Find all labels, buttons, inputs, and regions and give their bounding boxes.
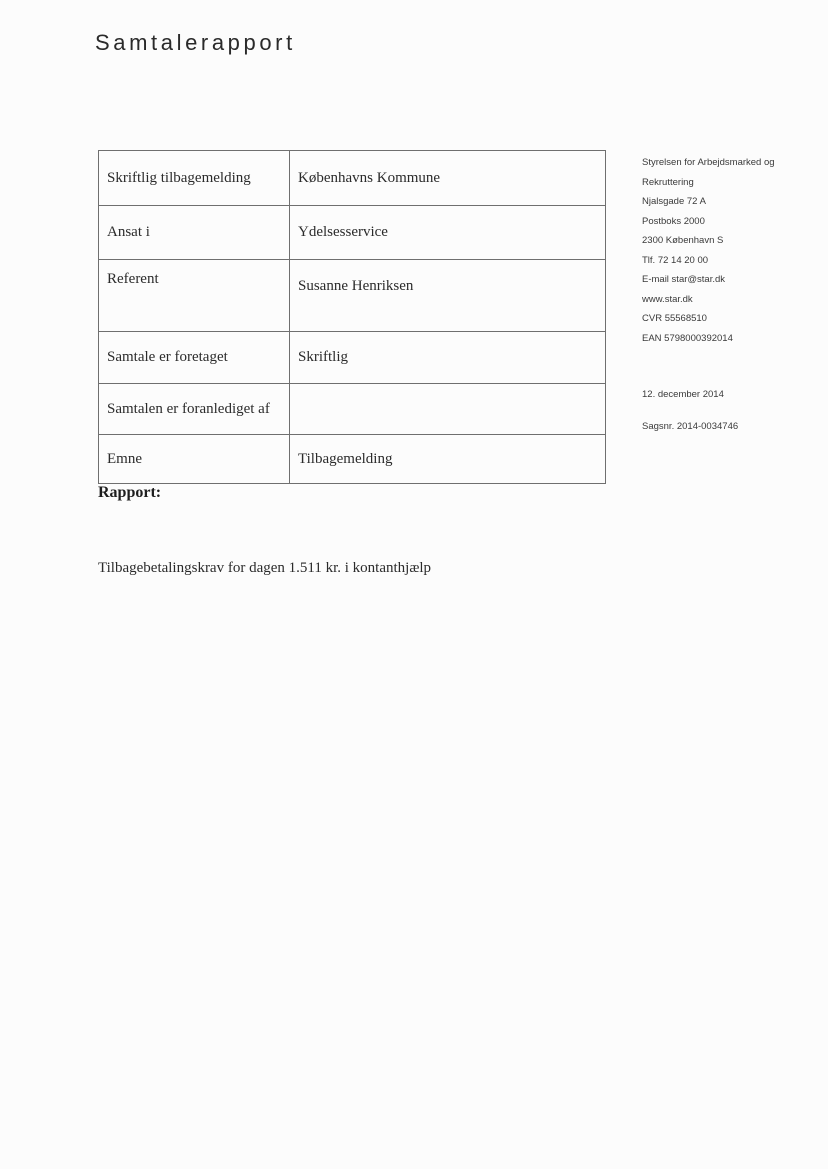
case-number: Sagsnr. 2014-0034746 — [642, 421, 739, 432]
document-date: 12. december 2014 — [642, 389, 724, 400]
table-row — [99, 435, 606, 484]
row-label-conducted: Samtale er foretaget — [99, 332, 290, 384]
row-label-initiated-by: Samtalen er foranlediget af — [99, 384, 290, 435]
sender-line: Njalsgade 72 A — [642, 196, 706, 207]
row-value-feedback: Københavns Kommune — [290, 151, 606, 206]
sender-website: www.star.dk — [642, 293, 693, 305]
table-row — [99, 151, 606, 206]
row-value-subject: Tilbagemelding — [290, 435, 606, 484]
row-label-feedback: Skriftlig tilbagemelding — [99, 151, 290, 206]
table-row — [99, 206, 606, 260]
sender-line: Postboks 2000 — [642, 215, 705, 227]
table-row — [99, 384, 606, 435]
sender-line: 2300 København S — [642, 235, 724, 246]
row-value-referent: Susanne Henriksen — [290, 260, 606, 332]
row-label-employed-in: Ansat i — [99, 206, 290, 260]
report-body: Tilbagebetalingskrav for dagen 1.511 kr. i kontanthjælp — [98, 560, 432, 576]
row-value-initiated-by — [290, 384, 606, 435]
sender-line: Styrelsen for Arbejdsmarked og — [642, 157, 775, 168]
sender-line: CVR 55568510 — [642, 313, 707, 324]
sender-line: EAN 5798000392014 — [642, 332, 733, 344]
row-value-conducted: Skriftlig — [290, 332, 606, 384]
sender-address-block — [642, 153, 775, 348]
row-label-subject: Emne — [99, 435, 290, 484]
table-row — [99, 260, 606, 332]
conversation-info-table — [98, 150, 606, 484]
sender-email: E-mail star@star.dk — [642, 274, 726, 285]
row-label-referent: Referent — [99, 260, 290, 332]
sender-line: Rekruttering — [642, 176, 694, 188]
document-title: Samtalerapport — [95, 30, 296, 55]
table-row — [99, 332, 606, 384]
sender-line: Tlf. 72 14 20 00 — [642, 254, 709, 266]
row-value-employed-in: Ydelsesservice — [290, 206, 606, 260]
report-heading: Rapport: — [98, 484, 162, 501]
